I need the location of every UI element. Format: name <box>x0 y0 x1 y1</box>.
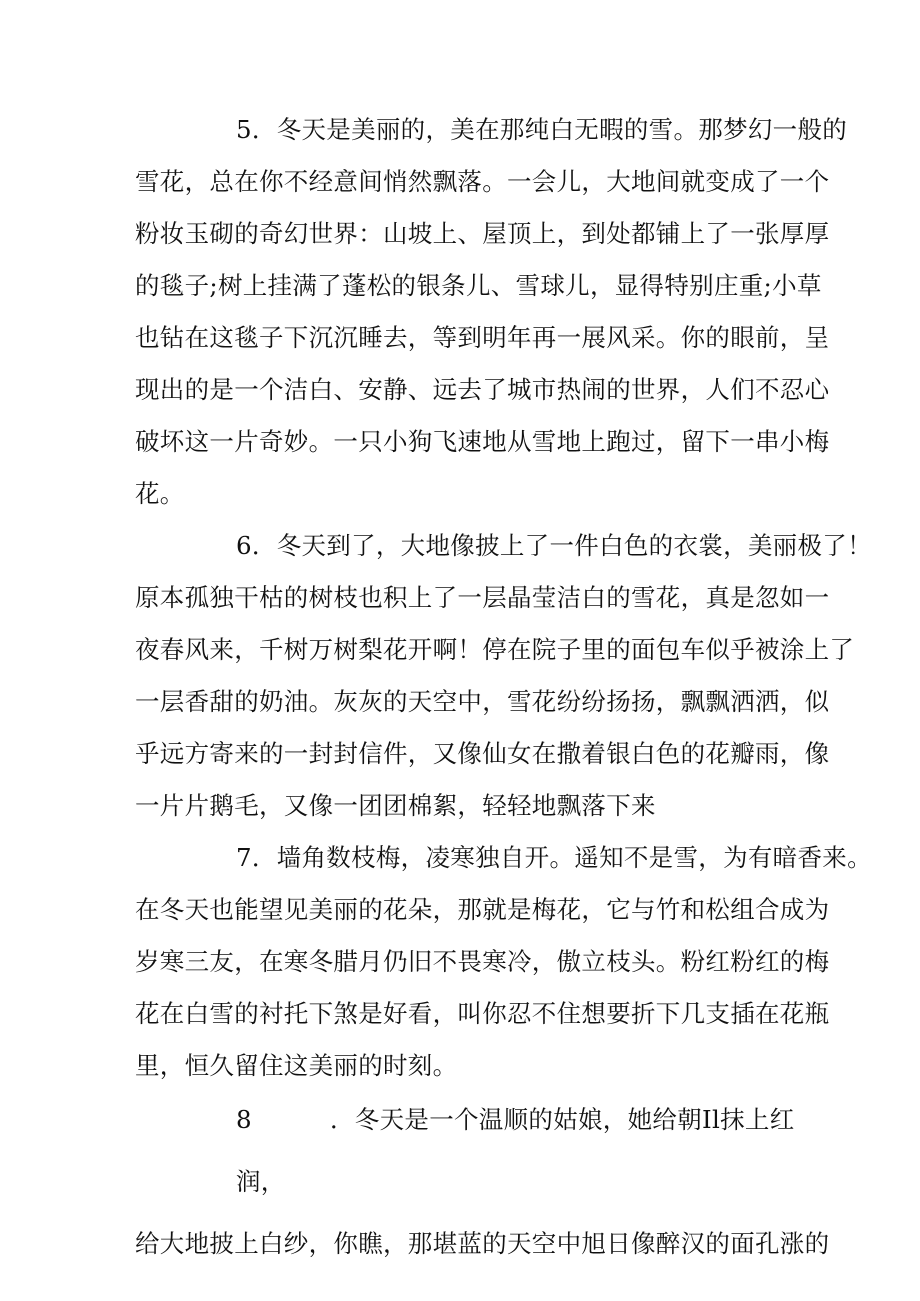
text-line: 给大地披上白纱，你瞧，那堪蓝的天空中旭日像醉汉的面孔涨的 <box>135 1229 830 1258</box>
paragraph-number: 8 <box>236 1105 252 1134</box>
text-line: 现出的是一个洁白、安静、远去了城市热闹的世界，人们不忍心 <box>135 375 830 404</box>
text-line: 在冬天也能望见美丽的花朵，那就是梅花，它与竹和松组合成为 <box>135 895 830 924</box>
text-line: 雪花，总在你不经意间悄然飘落。一会儿，大地间就变成了一个 <box>135 167 830 196</box>
text-line: 乎远方寄来的一封封信件，又像仙女在撒着银白色的花瓣雨，像 <box>135 739 830 768</box>
text-line: 7．墙角数枝梅，凌寒独自开。遥知不是雪，为有暗香来。 <box>236 843 872 872</box>
text-line: 花在白雪的衬托下煞是好看，叫你忍不住想要折下几支插在花瓶 <box>135 999 830 1028</box>
text-line: 也钻在这毯子下沉沉睡去，等到明年再一展风采。你的眼前，呈 <box>135 323 830 352</box>
text-line: ．冬天是一个温顺的姑娘，她给朝Il抹上红 <box>330 1105 795 1134</box>
text-line: 的毯子;树上挂满了蓬松的银条儿、雪球儿，显得特别庄重;小草 <box>135 271 822 300</box>
text-line: 润， <box>236 1167 286 1196</box>
text-line: 6．冬天到了，大地像披上了一件白色的衣裳，美丽极了！ <box>236 531 872 560</box>
text-line: 夜春风来，千树万树梨花开啊！停在院子里的面包车似乎被涂上了 <box>135 635 855 664</box>
text-line: 粉妆玉砌的奇幻世界：山坡上、屋顶上，到处都铺上了一张厚厚 <box>135 219 830 248</box>
text-line: 原本孤独干枯的树枝也积上了一层晶莹洁白的雪花，真是忽如一 <box>135 583 830 612</box>
text-line: 5．冬天是美丽的，美在那纯白无暇的雪。那梦幻一般的 <box>236 115 848 144</box>
text-line: 里，恒久留住这美丽的时刻。 <box>135 1051 458 1080</box>
text-line: 破坏这一片奇妙。一只小狗飞速地从雪地上跑过，留下一串小梅 <box>135 427 830 456</box>
text-line: 一片片鹅毛，又像一团团棉絮，轻轻地飘落下来 <box>135 791 656 820</box>
text-line: 一层香甜的奶油。灰灰的天空中，雪花纷纷扬扬，飘飘洒洒，似 <box>135 687 830 716</box>
text-line: 岁寒三友，在寒冬腊月仍旧不畏寒冷，傲立枝头。粉红粉红的梅 <box>135 947 830 976</box>
text-line: 花。 <box>135 479 185 508</box>
